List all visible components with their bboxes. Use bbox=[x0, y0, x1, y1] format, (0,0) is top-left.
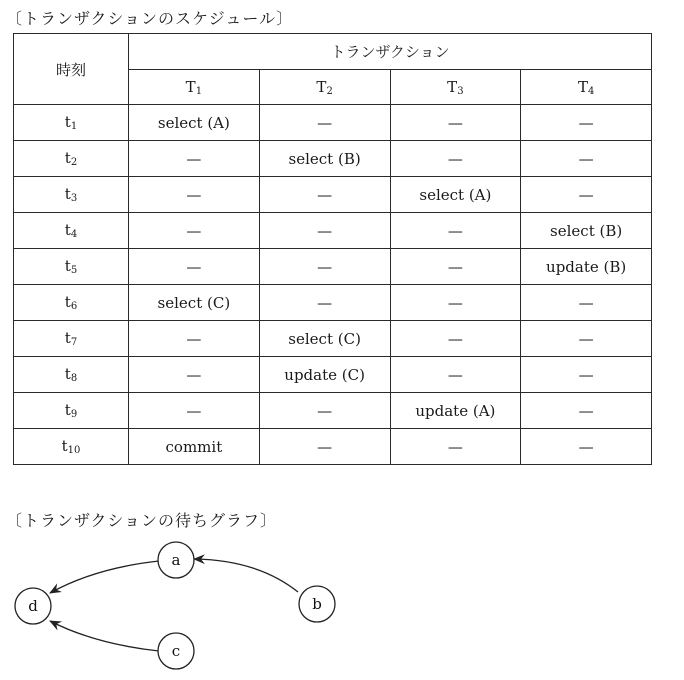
operation-cell: update (B) bbox=[521, 249, 652, 285]
operation-cell: — bbox=[521, 177, 652, 213]
table-row bbox=[14, 213, 652, 249]
schedule-heading: 〔トランザクションのスケジュール〕 bbox=[6, 9, 294, 28]
operation-cell: — bbox=[259, 105, 390, 141]
transaction-group-header: トランザクション bbox=[129, 34, 652, 70]
operation-cell: — bbox=[129, 213, 260, 249]
operation-cell: update (A) bbox=[390, 393, 521, 429]
operation-cell: — bbox=[259, 285, 390, 321]
column-header-t3: $T_3$ bbox=[390, 70, 521, 105]
operation-cell: — bbox=[129, 249, 260, 285]
operation-cell: — bbox=[521, 429, 652, 465]
operation-cell: — bbox=[259, 177, 390, 213]
edge-c-to-d bbox=[50, 621, 159, 651]
operation-cell: — bbox=[129, 177, 260, 213]
svg-text:c: c bbox=[171, 642, 181, 660]
wait-graph-heading: 〔トランザクションの待ちグラフ〕 bbox=[6, 511, 278, 530]
table-row bbox=[14, 105, 652, 141]
table-row bbox=[14, 177, 652, 213]
operation-cell: select (B) bbox=[521, 213, 652, 249]
operation-cell: — bbox=[390, 249, 521, 285]
operation-cell: — bbox=[390, 141, 521, 177]
schedule-table bbox=[13, 33, 652, 465]
column-header-t4: $T_4$ bbox=[521, 70, 652, 105]
column-header-t1: $T_1$ bbox=[129, 70, 260, 105]
svg-text:b: b bbox=[312, 595, 322, 613]
edge-a-to-d bbox=[50, 561, 159, 593]
graph-node-c bbox=[158, 633, 194, 669]
operation-cell: — bbox=[390, 105, 521, 141]
time-cell: $t_8$ bbox=[14, 357, 129, 393]
operation-cell: select (C) bbox=[129, 285, 260, 321]
operation-cell: — bbox=[390, 321, 521, 357]
svg-text:a: a bbox=[171, 551, 181, 569]
time-cell: $t_3$ bbox=[14, 177, 129, 213]
operation-cell: — bbox=[259, 249, 390, 285]
time-cell: $t_9$ bbox=[14, 393, 129, 429]
column-header-t2: $T_2$ bbox=[259, 70, 390, 105]
table-row bbox=[14, 285, 652, 321]
operation-cell: — bbox=[390, 429, 521, 465]
operation-cell: — bbox=[129, 357, 260, 393]
table-row bbox=[14, 429, 652, 465]
operation-cell: — bbox=[129, 393, 260, 429]
table-row bbox=[14, 141, 652, 177]
operation-cell: select (B) bbox=[259, 141, 390, 177]
time-cell: $t_{10}$ bbox=[14, 429, 129, 465]
edge-b-to-a bbox=[194, 559, 298, 592]
graph-node-d bbox=[15, 588, 51, 624]
operation-cell: — bbox=[259, 213, 390, 249]
operation-cell: — bbox=[129, 141, 260, 177]
time-cell: $t_5$ bbox=[14, 249, 129, 285]
table-row bbox=[14, 321, 652, 357]
time-cell: $t_7$ bbox=[14, 321, 129, 357]
operation-cell: select (A) bbox=[129, 105, 260, 141]
time-cell: $t_6$ bbox=[14, 285, 129, 321]
graph-node-b bbox=[299, 586, 335, 622]
operation-cell: — bbox=[521, 321, 652, 357]
table-row bbox=[14, 249, 652, 285]
time-cell: $t_4$ bbox=[14, 213, 129, 249]
operation-cell: — bbox=[390, 357, 521, 393]
operation-cell: — bbox=[521, 141, 652, 177]
operation-cell: select (C) bbox=[259, 321, 390, 357]
operation-cell: update (C) bbox=[259, 357, 390, 393]
svg-text:d: d bbox=[28, 597, 38, 615]
time-column-header: 時刻 bbox=[14, 34, 129, 105]
operation-cell: — bbox=[521, 285, 652, 321]
operation-cell: — bbox=[390, 213, 521, 249]
operation-cell: — bbox=[259, 393, 390, 429]
time-cell: $t_1$ bbox=[14, 105, 129, 141]
time-cell: $t_2$ bbox=[14, 141, 129, 177]
graph-node-a bbox=[158, 542, 194, 578]
operation-cell: — bbox=[259, 429, 390, 465]
operation-cell: select (A) bbox=[390, 177, 521, 213]
operation-cell: — bbox=[390, 285, 521, 321]
operation-cell: — bbox=[521, 105, 652, 141]
wait-for-graph bbox=[0, 530, 684, 680]
table-row bbox=[14, 393, 652, 429]
operation-cell: — bbox=[129, 321, 260, 357]
operation-cell: — bbox=[521, 357, 652, 393]
operation-cell: commit bbox=[129, 429, 260, 465]
operation-cell: — bbox=[521, 393, 652, 429]
table-row bbox=[14, 357, 652, 393]
